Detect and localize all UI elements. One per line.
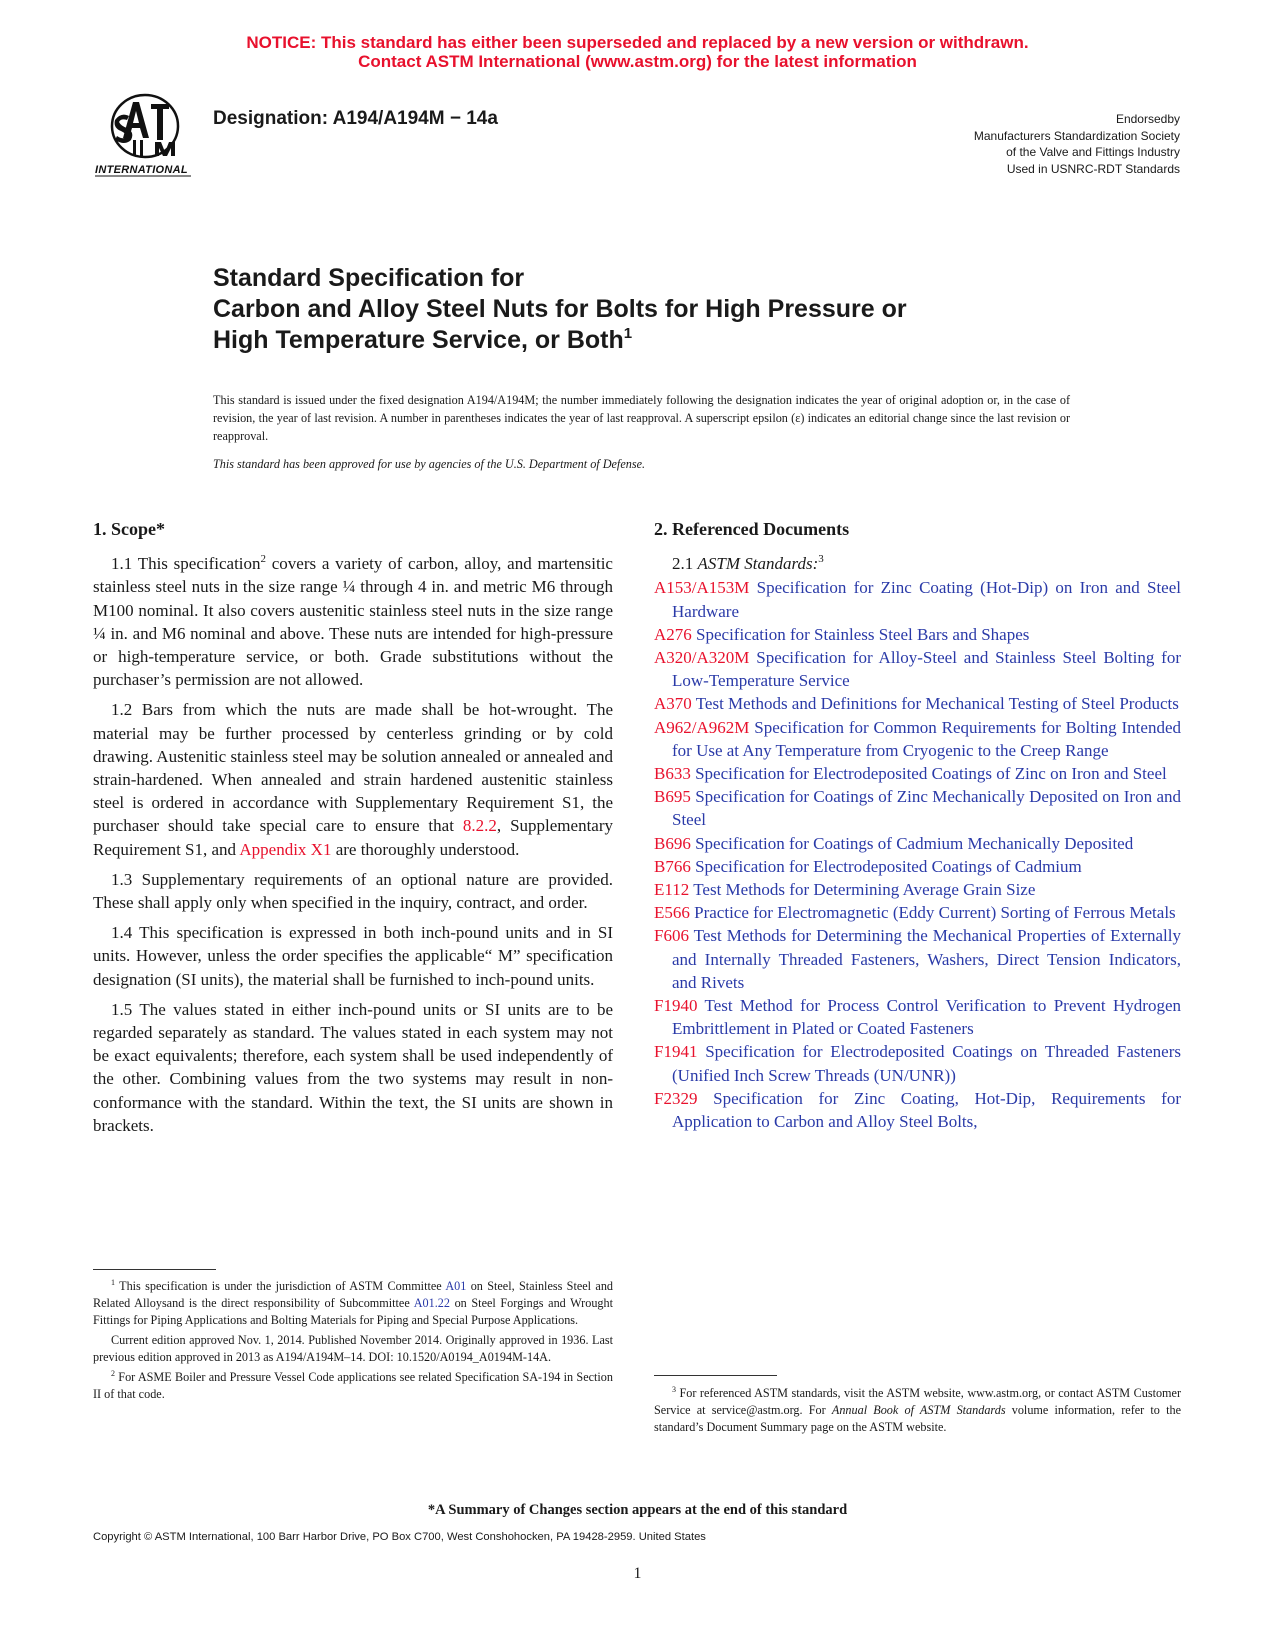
- reference-code-link[interactable]: A153/A153M: [654, 578, 750, 598]
- reference-title-link[interactable]: Specification for Electrodeposited Coatings of Cadmium: [690, 856, 1082, 876]
- footnotes-right: [654, 1385, 1181, 1436]
- designation: Designation: A194/A194M − 14a: [213, 108, 498, 129]
- footnote-divider-right: [654, 1375, 777, 1376]
- astm-logo-icon: [93, 90, 203, 180]
- endorsed-line: Endorsedby: [1115, 112, 1180, 126]
- reference-item: [654, 994, 1181, 1040]
- reference-title-link[interactable]: Specification for Zinc Coating, Hot-Dip, Requirements for Application to Carbon and Alloy Steel Bolts,: [672, 1088, 1181, 1132]
- dod-approval-note: This standard has been approved for use by agencies of the U.S. Department of Defense.: [213, 457, 646, 471]
- reference-code-link[interactable]: F606: [654, 926, 689, 946]
- reference-item: [654, 646, 1181, 692]
- reference-item: [654, 855, 1181, 878]
- reference-title-link[interactable]: Test Method for Process Control Verification to Prevent Hydrogen Embrittlement in Plated or Coated Fasteners: [672, 996, 1181, 1039]
- reference-code-link[interactable]: B695: [654, 787, 691, 807]
- footnotes-left: [93, 1278, 613, 1406]
- reference-item: [654, 878, 1181, 901]
- reference-title-link[interactable]: Specification for Coatings of Zinc Mechanically Deposited on Iron and Steel: [672, 787, 1181, 830]
- reference-item: [654, 832, 1181, 855]
- section-link-8-2-2[interactable]: 8.2.2: [462, 816, 497, 836]
- reference-item: [654, 576, 1181, 622]
- reference-code-link[interactable]: A370: [654, 694, 692, 714]
- reference-item: [654, 1087, 1181, 1133]
- scope-paragraph-1-5: 1.5 The values stated in either inch-pound units or SI units are to be regarded separately as standard. The values stated in each system may not be exact equivalents; therefore, each system shall be used independently of the other. Combining values from the two systems may result in non-conformance with the standard. Within the text, the SI units are shown in brackets.: [93, 999, 613, 1135]
- copyright-line: Copyright © ASTM International, 100 Barr Harbor Drive, PO Box C700, West Conshohocken, PA 19428-2959. United States: [93, 1531, 706, 1543]
- scope-paragraph-1-1: 1.1 This specification$^2$ covers a variety of carbon, alloy, and martensitic stainless steel nuts in the size range ¼ through 4 in. and metric M6 through M100 nominal. It also covers austenitic stainless steel nuts in the size range ¼ in. and M6 nominal and above. These nuts are intended for high-pressure or high-temperature service, or both. Grade substitutions without the purchaser’s permission are not allowed.: [93, 553, 613, 690]
- scope-paragraph-1-3: 1.3 Supplementary requirements of an optional nature are provided. These shall apply only when specified in the inquiry, contract, and order.: [93, 869, 613, 913]
- title-footnote-mark: 1: [623, 325, 633, 342]
- reference-title-link[interactable]: Specification for Alloy-Steel and Stainless Steel Bolting for Low-Temperature Service: [672, 648, 1181, 691]
- reference-item: [654, 692, 1181, 715]
- reference-item: [654, 623, 1181, 646]
- subcommittee-link-a01-22[interactable]: A01.22: [413, 1296, 450, 1310]
- footnote-1: $^1$ This specification is under the jurisdiction of ASTM Committee A01 on Steel, Stainless Steel and Related Alloysand is the direct responsibility of Subcommittee A01.22 on Steel Forgings and Wrought Fittings for Piping Applications and Bolting Materials for Piping and Special Purpose Applications.: [93, 1278, 614, 1327]
- supersession-notice: [0, 33, 1275, 71]
- reference-code-link[interactable]: B633: [654, 764, 691, 784]
- footnote-ref-3[interactable]: 3: [818, 553, 824, 566]
- logo-label: INTERNATIONAL: [95, 164, 188, 176]
- reference-title-link[interactable]: Specification for Zinc Coating (Hot-Dip) on Iron and Steel Hardware: [672, 578, 1181, 621]
- footnote-ref-2[interactable]: 2: [260, 553, 267, 566]
- footnote-3: $^3$ For referenced ASTM standards, visit the ASTM website, www.astm.org, or contact ASTM Customer Service at service@astm.org. For Annual Book of ASTM Standards volume information, refer to the standard’s Document Summary page on the ASTM website.: [654, 1385, 1181, 1434]
- reference-title-link[interactable]: Specification for Electrodeposited Coatings on Threaded Fasteners (Unified Inch Screw Threads (UN/UNR)): [672, 1042, 1181, 1085]
- notice-line-1: NOTICE: This standard has either been superseded and replaced by a new version or withdrawn.: [246, 33, 1029, 52]
- title-line-1: Standard Specification for: [213, 264, 525, 292]
- astm-standards-subheading: 2.1 ASTM Standards:$^3$: [672, 553, 824, 574]
- reference-code-link[interactable]: E566: [654, 903, 690, 923]
- reference-code-link[interactable]: E112: [654, 880, 690, 900]
- reference-title-link[interactable]: Specification for Common Requirements for Bolting Intended for Use at Any Temperature from Cryogenic to the Creep Range: [672, 717, 1181, 760]
- reference-code-link[interactable]: B766: [654, 856, 691, 876]
- reference-code-link[interactable]: F1940: [654, 996, 698, 1016]
- referenced-documents-section: [654, 518, 1181, 1133]
- reference-item: [654, 1040, 1181, 1086]
- reference-code-link[interactable]: A320/A320M: [654, 648, 750, 668]
- scope-paragraph-1-2: 1.2 Bars from which the nuts are made shall be hot-wrought. The material may be further processed by centerless grinding or by cold drawing. Austenitic stainless steel may be solution annealed or annealed and strain-hardened. When annealed and strain hardened austenitic stainless steel is ordered in accordance with Supplementary Requirement S1, the purchaser should take special care to ensure that 8.2.2, Supplementary Requirement S1, and Appendix X1 are thoroughly understood.: [93, 700, 613, 859]
- reference-title-link[interactable]: Specification for Stainless Steel Bars and Shapes: [691, 624, 1030, 644]
- reference-item: [654, 785, 1181, 831]
- endorsed-line: Manufacturers Standardization Society: [973, 128, 1180, 143]
- committee-link-a01[interactable]: A01: [445, 1279, 467, 1293]
- reference-item: [654, 762, 1181, 785]
- endorsed-line: Used in USNRC-RDT Standards: [1006, 161, 1180, 176]
- scope-paragraph-1-4: 1.4 This specification is expressed in both inch-pound units and in SI units. However, unless the order specifies the applicable“ M” specification designation (SI units), the material shall be furnished to inch-pound units.: [93, 923, 613, 989]
- footnote-divider-left: [93, 1269, 216, 1270]
- astm-logo: [93, 90, 203, 180]
- reference-code-link[interactable]: B696: [654, 833, 691, 853]
- notice-line-2: Contact ASTM International (www.astm.org) for the latest information: [358, 52, 917, 71]
- reference-title-link[interactable]: Test Methods for Determining the Mechanical Properties of Externally and Internally Threaded Fasteners, Washers, Direct Tension Indicators, and Rivets: [672, 926, 1181, 992]
- reference-item: [654, 924, 1181, 994]
- endorsed-line: of the Valve and Fittings Industry: [1006, 145, 1180, 159]
- issuance-note: This standard is issued under the fixed designation A194/A194M; the number immediately following the designation indicates the year of original adoption or, in the case of revision, the year of last revision. A number in parentheses indicates the year of last reapproval. A superscript epsilon (ε) indicates an editorial change since the last revision or reapproval.: [213, 393, 1070, 443]
- reference-code-link[interactable]: F1941: [654, 1042, 698, 1062]
- reference-list: [654, 576, 1181, 1133]
- title-line-3: High Temperature Service, or Both$^1$: [213, 325, 633, 354]
- reference-title-link[interactable]: Specification for Electrodeposited Coatings of Zinc on Iron and Steel: [690, 764, 1167, 784]
- reference-code-link[interactable]: A276: [654, 624, 692, 644]
- reference-code-link[interactable]: A962/A962M: [654, 717, 750, 737]
- edition-note: Current edition approved Nov. 1, 2014. Published November 2014. Originally approved in 1936. Last previous edition approved in 2013 as A194/A194M–14. DOI: 10.1520/A0194_A0194M-14A.: [93, 1333, 613, 1364]
- footnote-2: $^2$ For ASME Boiler and Pressure Vessel Code applications see related Specification SA-194 in Section II of that code.: [93, 1369, 613, 1401]
- title-line-2: Carbon and Alloy Steel Nuts for Bolts for High Pressure or: [213, 295, 907, 323]
- scope-section: [93, 518, 613, 1144]
- endorsement-block: [974, 111, 1180, 177]
- referenced-documents-heading: 2. Referenced Documents: [654, 519, 850, 539]
- scope-heading: 1. Scope*: [93, 519, 165, 539]
- appendix-link-x1[interactable]: Appendix X1: [239, 839, 332, 859]
- reference-item: [654, 901, 1181, 924]
- reference-title-link[interactable]: Test Methods and Definitions for Mechanical Testing of Steel Products: [691, 694, 1179, 714]
- reference-title-link[interactable]: Test Methods for Determining Average Grain Size: [689, 880, 1036, 900]
- reference-title-link[interactable]: Practice for Electromagnetic (Eddy Current) Sorting of Ferrous Metals: [689, 903, 1176, 923]
- reference-code-link[interactable]: F2329: [654, 1088, 698, 1108]
- summary-of-changes-note: *A Summary of Changes section appears at the end of this standard: [427, 1502, 848, 1518]
- reference-title-link[interactable]: Specification for Coatings of Cadmium Mechanically Deposited: [690, 833, 1134, 853]
- reference-item: [654, 716, 1181, 762]
- page-number: 1: [633, 1565, 642, 1582]
- document-title: [213, 263, 907, 356]
